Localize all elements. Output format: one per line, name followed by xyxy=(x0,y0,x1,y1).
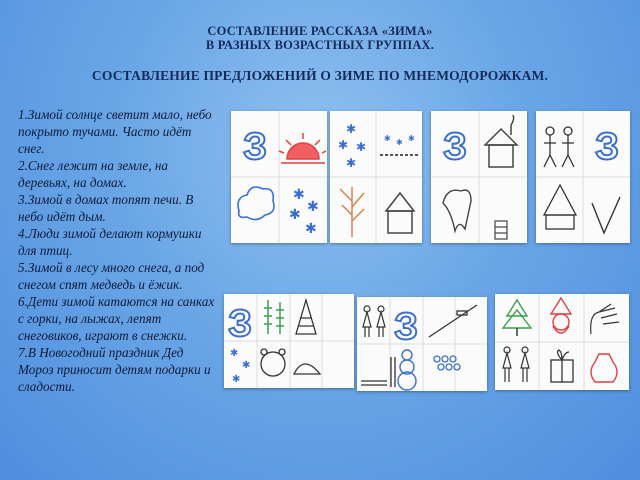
svg-text:✱: ✱ xyxy=(408,134,415,143)
svg-text:✱: ✱ xyxy=(232,374,241,385)
svg-text:✱: ✱ xyxy=(230,348,239,359)
snowy-ground-icon xyxy=(380,134,418,155)
svg-text:✱: ✱ xyxy=(384,134,391,143)
children-icon xyxy=(363,306,385,337)
fir-icon xyxy=(296,300,316,334)
bear-icon xyxy=(261,349,285,376)
bird-icon xyxy=(592,197,620,233)
story-sentence-3: 3.Зимой в домах топят печи. В небо идёт дым. xyxy=(18,192,194,224)
page-subtitle: СОСТАВЛЕНИЕ ПРЕДЛОЖЕНИЙ О ЗИМЕ ПО МНЕМОДОРОЖКАМ. xyxy=(91,68,549,83)
gift-icon xyxy=(551,350,573,382)
letter-z-icon: З xyxy=(443,126,467,168)
story-text xyxy=(18,106,218,395)
mnemo-card-6 xyxy=(357,297,487,391)
story-sentence-7: 7.В Новогодний праздник Дед Мороз приносит детям подарки и сладости. xyxy=(18,345,211,394)
story-sentence-4: 4.Люди зимой делают кормушки для птиц. xyxy=(18,226,202,258)
mnemo-card-4 xyxy=(536,111,630,243)
snowflakes-icon xyxy=(289,187,319,237)
feeder-icon xyxy=(544,185,576,229)
svg-text:✱: ✱ xyxy=(356,140,367,154)
mnemo-card-1 xyxy=(231,111,327,243)
svg-text:✱: ✱ xyxy=(242,360,251,371)
smoke-icon xyxy=(443,190,471,231)
story-sentence-6: 6.Дети зимой катаются на санках с горки, на лыжах, лепят снеговиков, играют в снежки. xyxy=(18,294,215,343)
svg-text:✱: ✱ xyxy=(289,207,301,223)
svg-text:✱: ✱ xyxy=(396,138,403,147)
svg-text:✱: ✱ xyxy=(346,156,357,170)
story-sentence-2: 2.Снег лежит на земле, на деревьях, на домах. xyxy=(18,158,168,190)
forest-icon xyxy=(264,300,284,334)
mnemo-card-7 xyxy=(495,294,629,390)
hand-icon xyxy=(591,304,619,334)
page-title-line2: В РАЗНЫХ ВОЗРАСТНЫХ ГРУППАХ. xyxy=(205,38,435,52)
house-outline-icon xyxy=(386,193,414,233)
letter-z-icon: З xyxy=(228,303,252,345)
svg-text:✱: ✱ xyxy=(346,122,357,136)
snowflakes-icon xyxy=(230,348,250,385)
svg-text:✱: ✱ xyxy=(307,199,319,215)
svg-text:✱: ✱ xyxy=(338,138,349,152)
letter-z-icon: З xyxy=(394,306,418,348)
cloud-icon xyxy=(238,187,274,220)
christmas-tree-icon xyxy=(503,300,531,336)
santa-icon xyxy=(551,298,571,333)
mnemo-card-3 xyxy=(431,111,527,243)
children-icon xyxy=(503,347,529,382)
snowflakes-icon xyxy=(338,122,366,170)
story-sentence-1: 1.Зимой солнце светит мало, небо покрыто тучами. Часто идёт снег. xyxy=(18,107,212,156)
snowman-icon xyxy=(398,350,416,390)
hedgehog-icon xyxy=(294,364,320,374)
letter-z-icon: З xyxy=(595,126,619,168)
hill-icon xyxy=(429,305,477,337)
people-icon xyxy=(544,127,574,167)
page-title-line1: СОСТАВЛЕНИЕ РАССКАЗА «ЗИМА» xyxy=(207,24,433,38)
stove-icon xyxy=(495,221,507,239)
svg-text:✱: ✱ xyxy=(305,221,317,237)
story-sentence-5: 5.Зимой в лесу много снега, а под снегом спят медведь и ёжик. xyxy=(18,260,205,292)
sun-icon xyxy=(279,133,326,163)
svg-text:✱: ✱ xyxy=(293,187,305,203)
house-chimney-icon xyxy=(485,115,517,167)
tree-icon xyxy=(340,187,364,237)
mnemo-card-2 xyxy=(330,111,422,243)
mnemo-card-5 xyxy=(224,294,354,388)
letter-z-icon: З xyxy=(243,126,267,168)
snowballs-icon xyxy=(434,356,460,370)
bag-icon xyxy=(591,354,617,382)
